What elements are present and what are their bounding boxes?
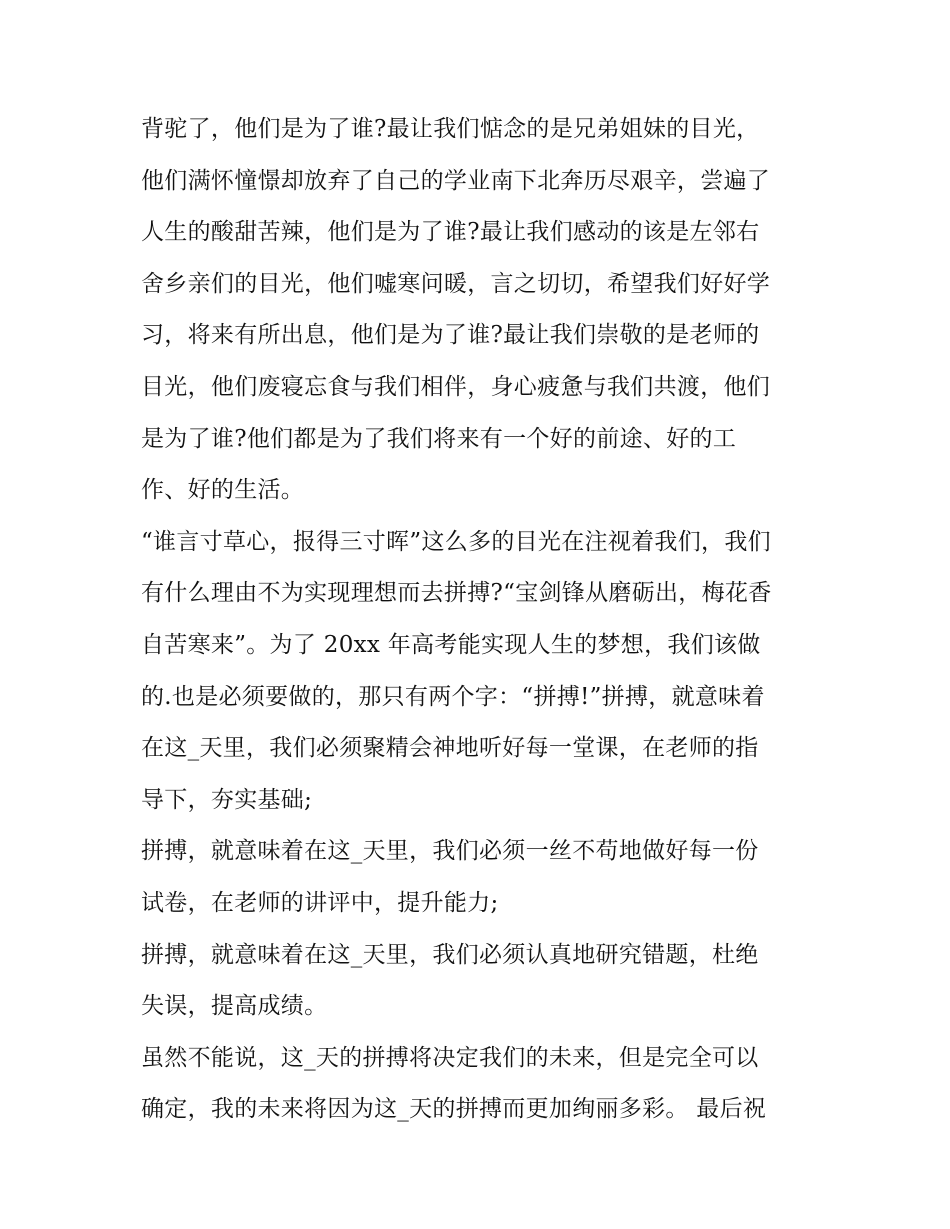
text-line: 在这_天里，我们必须聚精会神地听好每一堂课，在老师的指	[141, 735, 759, 762]
body-text	[141, 104, 821, 1136]
text-line: 拼搏，就意味着在这_天里，我们必须一丝不苟地做好每一份	[141, 838, 759, 865]
text-line: 确定，我的未来将因为这_天的拼搏而更加绚丽多彩。 最后祝	[141, 1096, 767, 1123]
text-line: 试卷，在老师的讲评中，提升能力;	[141, 889, 499, 916]
text-line: 拼搏，就意味着在这_天里，我们必须认真地研究错题，杜绝	[141, 941, 759, 968]
text-line: “谁言寸草心，报得三寸晖”这么多的目光在注视着我们，我们	[141, 528, 771, 555]
text-line: 自苦寒来”。为了 20xx 年高考能实现人生的梦想，我们该做	[141, 631, 761, 658]
text-line: 的.也是必须要做的，那只有两个字：“拼搏!”拼搏，就意味着	[141, 683, 765, 710]
text-line: 是为了谁?他们都是为了我们将来有一个好的前途、好的工	[141, 425, 737, 452]
text-line: 失误，提高成绩。	[141, 993, 328, 1020]
text-line: 虽然不能说，这_天的拼搏将决定我们的未来，但是完全可以	[141, 1044, 759, 1071]
text-line: 习，将来有所出息，他们是为了谁?最让我们崇敬的是老师的	[141, 322, 760, 349]
text-line: 作、好的生活。	[141, 477, 305, 504]
text-line: 他们满怀憧憬却放弃了自己的学业南下北奔历尽艰辛，尝遍了	[141, 167, 771, 194]
text-line: 目光，他们废寝忘食与我们相伴，身心疲惫与我们共渡，他们	[141, 373, 771, 400]
text-line: 导下，夯实基础;	[141, 786, 313, 813]
text-line: 有什么理由不为实现理想而去拼搏?“宝剑锋从磨砺出，梅花香	[141, 580, 772, 607]
text-line: 背驼了，他们是为了谁?最让我们惦念的是兄弟姐妹的目光，	[141, 116, 760, 142]
text-line: 人生的酸甜苦辣，他们是为了谁?最让我们感动的该是左邻右	[141, 219, 760, 246]
text-line: 舍乡亲们的目光，他们嘘寒问暖，言之切切，希望我们好好学	[141, 270, 771, 297]
